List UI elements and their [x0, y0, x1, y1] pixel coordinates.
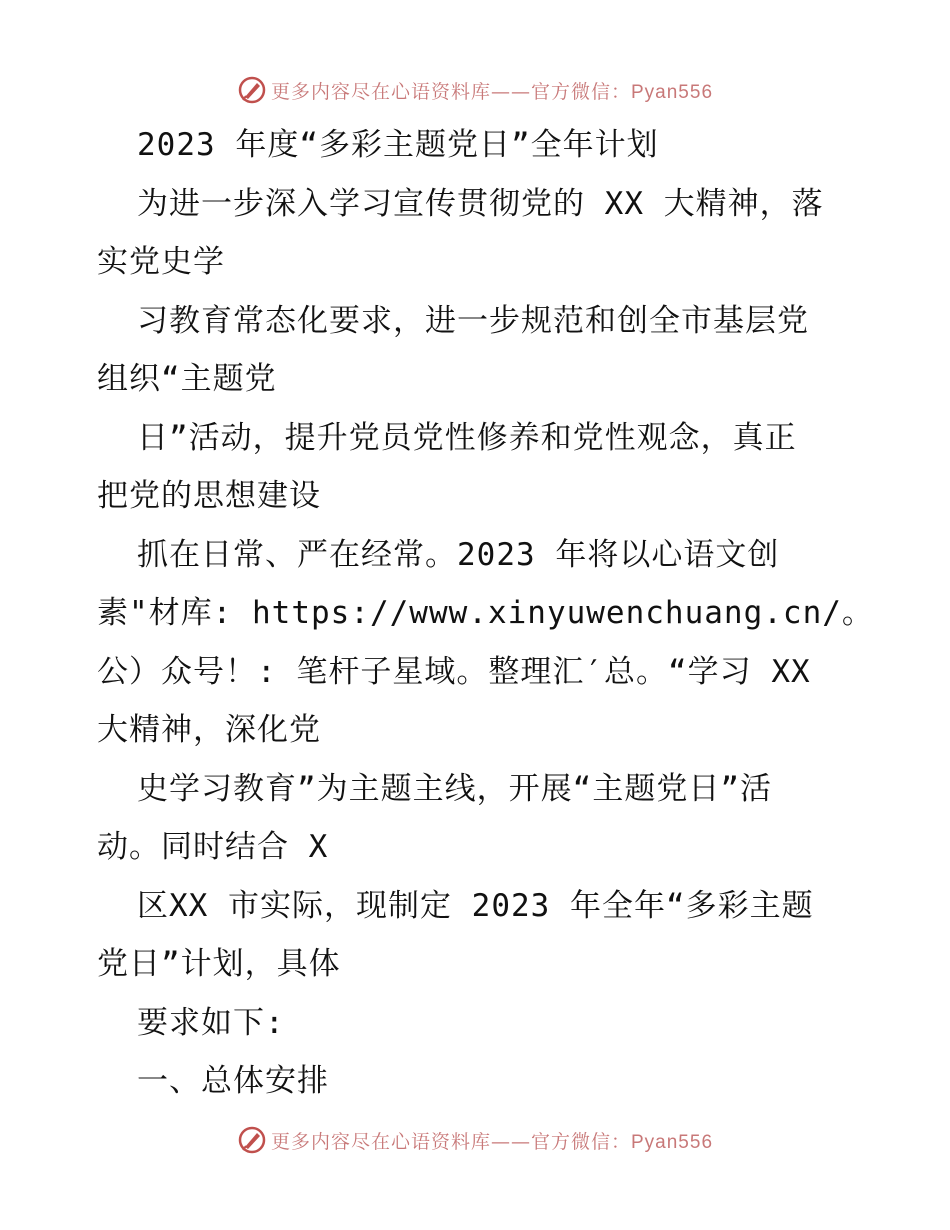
banner-main-text: 更多内容尽在心语资料库 — [270, 80, 491, 103]
banner-wechat-id: Pyan556 — [631, 81, 714, 103]
paragraph-line: 公）众号！: 笔杆子星域。整理汇′总。“学习 XX — [97, 653, 811, 690]
paragraph-line: 为进一步深入学习宣传贯彻党的 XX 大精神，落 — [137, 185, 824, 222]
banner-official-label: 官方微信： — [530, 1130, 631, 1153]
paragraph-line: 要求如下: — [137, 1004, 285, 1041]
header-banner[interactable] — [0, 70, 950, 110]
paragraph-line: 抓在日常、严在经常。2023 年将以心语文创 — [137, 536, 780, 573]
paragraph-line: 组织“主题党 — [97, 361, 277, 397]
document-title: 2023 年度“多彩主题党日”全年计划 — [137, 127, 659, 163]
banner-official-label: 官方微信： — [530, 80, 631, 103]
paragraph-line: 动。同时结合 X — [97, 829, 329, 865]
paragraph-line: 大精神，深化党 — [97, 712, 321, 748]
paragraph-line: 习教育常态化要求，进一步规范和创全市基层党 — [137, 302, 809, 339]
section-heading: 一、总体安排 — [137, 1063, 329, 1099]
footer-banner[interactable] — [0, 1120, 950, 1160]
banner-text — [271, 77, 713, 104]
banner-main-text: 更多内容尽在心语资料库 — [270, 1130, 491, 1153]
document-body — [97, 116, 874, 1111]
paragraph-line-url: 素"材库: https://www.xinyuwenchuang.cn/。 — [97, 595, 874, 631]
paragraph-line: 日”活动，提升党员党性修养和党性观念，真正 — [137, 419, 797, 456]
paragraph-line: 把党的思想建设 — [97, 478, 321, 514]
banner-wechat-id: Pyan556 — [631, 1131, 714, 1153]
paragraph-line: 实党史学 — [97, 244, 225, 280]
banner-separator: —— — [490, 80, 531, 103]
quill-pen-logo-icon — [237, 1125, 267, 1155]
paragraph-line: 区XX 市实际，现制定 2023 年全年“多彩主题 — [137, 887, 814, 924]
banner-separator: —— — [490, 1130, 531, 1153]
paragraph-line: 党日”计划，具体 — [97, 946, 341, 982]
banner-text — [271, 1127, 713, 1154]
quill-pen-logo-icon — [237, 75, 267, 105]
paragraph-line: 史学习教育”为主题主线，开展“主题党日”活 — [137, 770, 772, 807]
